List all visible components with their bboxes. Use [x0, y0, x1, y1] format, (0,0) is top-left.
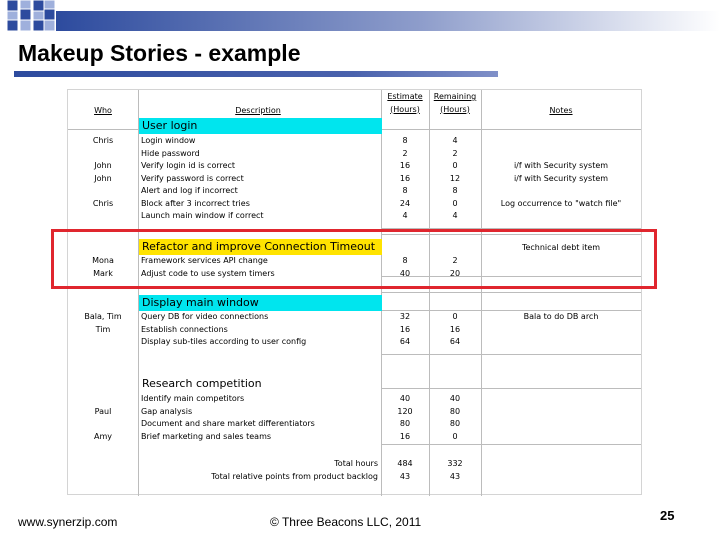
cell-description: Brief marketing and sales teams — [141, 431, 272, 441]
column-header-remaining: Remaining (Hours) — [433, 92, 477, 114]
cell-remaining: 80 — [449, 406, 461, 416]
cell-description: Gap analysis — [141, 406, 193, 416]
cell-description: Verify login id is correct — [141, 161, 236, 170]
section-title-research-competition: Research competition — [142, 377, 262, 390]
totals-label: Total hours — [334, 459, 378, 468]
cell-description: Hide password — [141, 148, 200, 158]
cell-estimate: 16 — [399, 161, 411, 170]
cell-remaining: 64 — [449, 337, 461, 346]
cell-remaining: 2 — [452, 256, 458, 265]
totals-remaining: 332 — [447, 459, 463, 468]
cell-remaining: 4 — [452, 136, 458, 145]
page-number: 25 — [660, 508, 675, 523]
column-header-who: Who — [94, 106, 112, 115]
cell-estimate: 8 — [402, 186, 408, 195]
cell-notes: Bala to do DB arch — [523, 312, 599, 321]
cell-who: Bala, Tim — [84, 312, 122, 321]
cell-who: Paul — [94, 406, 112, 416]
cell-estimate: 16 — [399, 173, 411, 183]
cell-estimate: 8 — [402, 256, 408, 265]
cell-estimate: 16 — [399, 431, 411, 441]
cell-notes: i/f with Security system — [513, 161, 609, 170]
cell-estimate: 32 — [399, 312, 411, 321]
cell-who: Mona — [92, 256, 114, 265]
cell-description: Display sub-tiles according to user config — [141, 337, 307, 346]
cell-description: Framework services API change — [141, 256, 268, 265]
cell-description: Login window — [141, 136, 196, 145]
cell-estimate: 64 — [399, 337, 411, 346]
column-header-notes: Notes — [549, 106, 573, 115]
cell-estimate: 24 — [399, 198, 411, 208]
totals-estimate: 484 — [397, 459, 413, 468]
cell-description: Adjust code to use system timers — [141, 268, 275, 278]
cell-who: Tim — [95, 324, 111, 334]
cell-remaining: 0 — [452, 198, 458, 208]
cell-estimate: 16 — [399, 324, 411, 334]
cell-who: Mark — [93, 268, 113, 278]
cell-remaining: 0 — [452, 312, 458, 321]
backlog-table — [67, 89, 642, 495]
cell-who: John — [94, 161, 112, 170]
cell-description: Block after 3 incorrect tries — [141, 198, 250, 208]
cell-estimate: 40 — [399, 268, 411, 278]
cell-description: Verify password is correct — [141, 173, 244, 183]
section-note-technical-debt: Technical debt item — [521, 243, 601, 252]
cell-remaining: 0 — [452, 431, 458, 441]
section-title-display-main-window: Display main window — [139, 295, 382, 311]
cell-remaining: 20 — [449, 268, 461, 278]
cell-remaining: 40 — [449, 394, 461, 403]
cell-description: Launch main window if correct — [141, 211, 264, 220]
totals-remaining: 43 — [449, 472, 461, 481]
cell-remaining: 12 — [449, 173, 461, 183]
cell-description: Identify main competitors — [141, 394, 245, 403]
slide-title: Makeup Stories - example — [18, 40, 301, 66]
cell-estimate: 40 — [399, 394, 411, 403]
technical-debt-callout-box — [51, 229, 657, 289]
cell-description: Alert and log if incorrect — [141, 186, 238, 195]
cell-remaining: 8 — [452, 186, 458, 195]
footer-copyright: © Three Beacons LLC, 2011 — [270, 515, 422, 529]
cell-who: Amy — [94, 431, 112, 441]
cell-remaining: 2 — [452, 148, 458, 158]
cell-who: Chris — [92, 136, 114, 145]
cell-who: Chris — [92, 198, 114, 208]
cell-remaining: 0 — [452, 161, 458, 170]
cell-remaining: 16 — [449, 324, 461, 334]
cell-who: John — [94, 173, 112, 183]
cell-remaining: 80 — [449, 419, 461, 428]
cell-estimate: 2 — [402, 148, 408, 158]
cell-estimate: 4 — [402, 211, 408, 220]
cell-description: Establish connections — [141, 324, 228, 334]
cell-notes: Log occurrence to "watch file" — [500, 198, 622, 208]
cell-description: Document and share market differentiators — [141, 419, 315, 428]
section-title-user-login: User login — [139, 118, 382, 134]
cell-estimate: 80 — [399, 419, 411, 428]
footer-website: www.synerzip.com — [18, 515, 118, 529]
cell-estimate: 120 — [397, 406, 413, 416]
column-header-estimate: Estimate (Hours) — [387, 92, 423, 114]
cell-notes: i/f with Security system — [513, 173, 609, 183]
column-header-description: Description — [235, 106, 281, 115]
section-title-refactor-connection-timeout: Refactor and improve Connection Timeout — [139, 239, 382, 255]
totals-label: Total relative points from product backlog — [211, 472, 378, 481]
totals-estimate: 43 — [399, 472, 411, 481]
cell-description: Query DB for video connections — [141, 312, 269, 321]
cell-estimate: 8 — [402, 136, 408, 145]
cell-remaining: 4 — [452, 211, 458, 220]
